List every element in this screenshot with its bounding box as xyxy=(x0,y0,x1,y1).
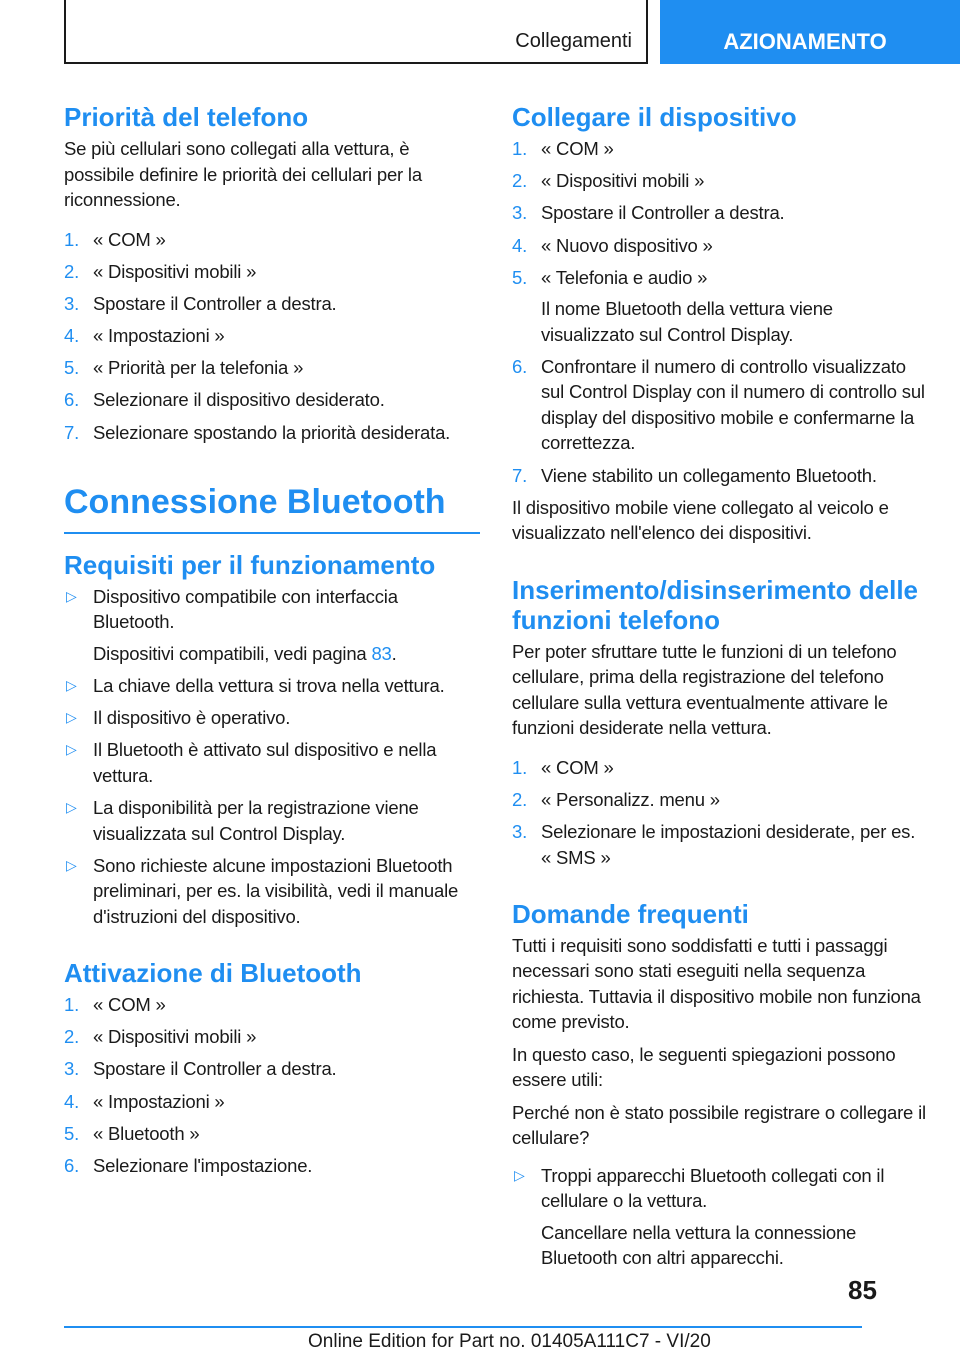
footer-rule xyxy=(64,1326,862,1328)
step-text: Viene stabilito un collegamento Bluetooth. xyxy=(541,464,877,486)
right-column xyxy=(512,102,928,1278)
triangle-bullet-icon: ▷ xyxy=(66,799,77,816)
step-text: « Dispositivi mobili » xyxy=(541,170,705,192)
bullet-text: La disponibilità per la registrazione viene visualizzata sul Control Display. xyxy=(93,797,419,844)
connect-steps xyxy=(512,136,928,488)
triangle-bullet-icon: ▷ xyxy=(66,677,77,693)
step-number: 5. xyxy=(64,1122,80,1144)
step-text: « COM » xyxy=(541,138,614,159)
list-item xyxy=(512,787,928,813)
step-number: 2. xyxy=(512,170,528,192)
step-number: 3. xyxy=(512,821,528,843)
step-number: 7. xyxy=(512,464,528,486)
faq-list xyxy=(512,1163,928,1271)
faq-bullet-subtext: Cancellare nella vettura la connessione Bluetooth con altri apparecchi. xyxy=(541,1221,857,1269)
step-text: Confrontare il numero di controllo visualizzato sul Control Display con il numero di controllo sul display del dispositivo mobile e confermarne la correttezza. xyxy=(541,355,925,454)
step-number: 6. xyxy=(512,355,528,377)
triangle-bullet-icon: ▷ xyxy=(66,741,77,758)
triangle-bullet-icon: ▷ xyxy=(66,856,77,873)
step-text: « COM » xyxy=(93,228,166,250)
list-item xyxy=(64,387,480,413)
step-text: Spostare il Controller a destra. xyxy=(93,292,337,314)
list-item xyxy=(512,755,928,781)
list-item xyxy=(64,323,480,349)
step-number: 6. xyxy=(64,1154,80,1176)
heading-bluetooth-activation: Attivazione di Bluetooth xyxy=(64,957,362,988)
heading-rule xyxy=(64,532,480,534)
bullet-subtext-prefix: Dispositivi compatibili, vedi pagina xyxy=(93,642,372,664)
step-number: 3. xyxy=(64,292,80,314)
bullet-text: Sono richieste alcune impostazioni Bluetooth preliminari, per es. la visibilità, vedi il manuale d'istruzioni del dispositivo. xyxy=(93,854,459,927)
header-chapter-label: AZIONAMENTO xyxy=(723,29,887,54)
list-item xyxy=(512,200,928,226)
step-text: Spostare il Controller a destra. xyxy=(93,1058,337,1080)
functions-intro: Per poter sfruttare tutte le funzioni di un telefono cellulare, prima della registrazione del telefono cellulare sulla vettura eventualmente attivare le funzioni desiderate nella vettura. xyxy=(512,640,897,739)
faq-paragraph-1: Tutti i requisiti sono soddisfatti e tutti i passaggi necessari sono stati eseguiti nella sequenza richiesta. Tuttavia il dispositivo mobile non funziona come previsto. xyxy=(512,934,921,1033)
priority-intro: Se più cellulari sono collegati alla vettura, è possibile definire le priorità dei cellulari per la riconnessione. xyxy=(64,138,422,210)
bullet-text: Il Bluetooth è attivato sul dispositivo e nella vettura. xyxy=(93,739,437,786)
list-item xyxy=(64,1089,480,1115)
bullet-text: La chiave della vettura si trova nella vettura. xyxy=(93,675,445,696)
list-item xyxy=(64,673,480,699)
step-number: 5. xyxy=(64,357,80,379)
header-chapter-tab xyxy=(660,0,960,64)
step-text: « Nuovo dispositivo » xyxy=(541,234,713,256)
step-text: « Telefonia e audio » xyxy=(541,266,708,288)
page-number: 85 xyxy=(848,1275,877,1305)
list-item xyxy=(64,795,480,846)
heading-connect-device: Collegare il dispositivo xyxy=(512,102,797,132)
list-item xyxy=(64,584,480,667)
list-item xyxy=(64,1024,480,1050)
list-item xyxy=(64,420,480,446)
list-item xyxy=(64,355,480,381)
list-item xyxy=(64,705,480,731)
step-number: 2. xyxy=(64,260,80,282)
requirements-list xyxy=(64,584,480,929)
step-text: « Impostazioni » xyxy=(93,325,225,347)
activation-steps xyxy=(64,992,480,1178)
footer-edition: Online Edition for Part no. 01405A111C7 - VI/20 xyxy=(308,1331,711,1352)
list-item xyxy=(64,853,480,930)
priority-steps xyxy=(64,227,480,446)
step-number: 2. xyxy=(512,789,528,810)
functions-steps xyxy=(512,755,928,870)
left-column xyxy=(64,102,480,1185)
heading-phone-priority: Priorità del telefono xyxy=(64,102,309,132)
step-text: « COM » xyxy=(541,756,614,778)
bullet-subtext xyxy=(93,641,480,667)
step-text: « Dispositivi mobili » xyxy=(93,1026,257,1048)
triangle-bullet-icon: ▷ xyxy=(66,587,77,604)
list-item xyxy=(512,463,928,489)
step-number: 1. xyxy=(512,138,528,159)
step-text: « Bluetooth » xyxy=(93,1122,200,1144)
list-item xyxy=(512,1163,928,1271)
step-text: « Dispositivi mobili » xyxy=(93,260,257,282)
list-item xyxy=(64,1121,480,1147)
page-reference-link[interactable]: 83 xyxy=(371,642,392,664)
step-number: 6. xyxy=(64,389,80,411)
heading-requirements: Requisiti per il funzionamento xyxy=(64,549,436,580)
step-number: 3. xyxy=(64,1058,80,1080)
list-item xyxy=(64,291,480,317)
triangle-bullet-icon: ▷ xyxy=(514,1166,525,1183)
step-text: « Impostazioni » xyxy=(93,1090,225,1112)
list-item xyxy=(64,1153,480,1179)
heading-faq: Domande frequenti xyxy=(512,898,749,929)
list-item xyxy=(512,168,928,194)
step-text: Selezionare l'impostazione. xyxy=(93,1154,313,1176)
step-number: 2. xyxy=(64,1026,80,1048)
step-text: « Priorità per la telefonia » xyxy=(93,357,304,379)
step-number: 4. xyxy=(64,1090,80,1112)
step-number: 7. xyxy=(64,421,80,443)
list-item xyxy=(64,1056,480,1082)
step-number: 1. xyxy=(64,228,80,250)
header-section-box xyxy=(64,0,648,64)
step-subtext: Il nome Bluetooth della vettura viene visualizzato sul Control Display. xyxy=(541,298,833,345)
bullet-subtext-suffix: . xyxy=(391,642,397,664)
heading-phone-functions: Inserimento/disinserimento delle funzioni telefono xyxy=(512,574,918,635)
list-item xyxy=(512,819,928,870)
header-section-label: Collegamenti xyxy=(515,30,632,52)
step-text: Selezionare spostando la priorità desiderata. xyxy=(93,421,451,443)
step-text: « COM » xyxy=(93,993,166,1015)
step-number: 3. xyxy=(512,202,528,224)
faq-question: Perché non è stato possibile registrare o collegare il cellulare? xyxy=(512,1101,926,1149)
heading-bluetooth-connection: Connessione Bluetooth xyxy=(64,482,446,521)
step-number: 4. xyxy=(512,234,528,256)
connect-after-text: Il dispositivo mobile viene collegato al veicolo e visualizzato nell'elenco dei dispositivi. xyxy=(512,496,889,544)
list-item xyxy=(512,354,928,456)
faq-bullet-text: Troppi apparecchi Bluetooth collegati con il cellulare o la vettura. xyxy=(541,1164,885,1212)
step-text: Selezionare il dispositivo desiderato. xyxy=(93,389,385,411)
bullet-text: Il dispositivo è operativo. xyxy=(93,707,291,729)
list-item xyxy=(64,737,480,788)
step-number: 1. xyxy=(64,993,80,1015)
step-text: Spostare il Controller a destra. xyxy=(541,202,785,224)
list-item xyxy=(64,992,480,1018)
faq-paragraph-2: In questo caso, le seguenti spiegazioni possono essere utili: xyxy=(512,1043,896,1091)
list-item xyxy=(512,265,928,348)
step-number: 4. xyxy=(64,325,80,347)
list-item xyxy=(64,259,480,285)
step-text: Selezionare le impostazioni desiderate, per es. « SMS » xyxy=(541,821,916,868)
step-text: « Personalizz. menu » xyxy=(541,789,720,810)
triangle-bullet-icon: ▷ xyxy=(66,709,77,726)
list-item xyxy=(64,227,480,253)
step-number: 5. xyxy=(512,266,528,288)
bullet-text: Dispositivo compatibile con interfaccia Bluetooth. xyxy=(93,585,398,633)
list-item xyxy=(512,233,928,259)
step-number: 1. xyxy=(512,756,528,778)
list-item xyxy=(512,136,928,162)
